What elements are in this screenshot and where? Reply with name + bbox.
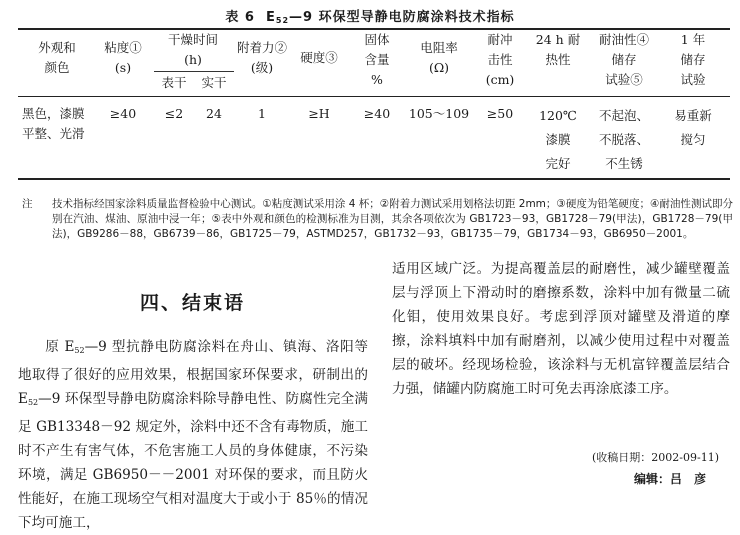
header-heat: 24 h 耐 热性 — [535, 32, 581, 67]
table-header-rule — [18, 96, 730, 97]
header-drying-time: 干燥时间 (h) — [167, 32, 218, 67]
cell-oil-resistance: 不起泡、 不脱落、 不生锈 — [598, 108, 649, 171]
header-impact: 耐冲 击性 (cm) — [485, 32, 515, 87]
right-column-paragraph: 适用区域广泛。为提高覆盖层的耐磨性，减少罐壁覆盖层与浮顶上下滑动时的磨擦系数，涂料中加有微量二硫化钼，使用效果良好。考虑到浮顶对罐壁及滑道的摩擦，涂料填料中加有耐磨剂，以减少使用过程中对覆盖层的破坏。经现场检验，该涂料与无机富锌覆盖层结合力强，储罐内防腐施工时可免去再涂底漆工序。 — [392, 261, 730, 397]
cell-hardness: ≥H — [308, 106, 330, 121]
cell-storage: 易重新 搅匀 — [674, 108, 712, 147]
received-date: (收稿日期：2002-09-11) — [592, 451, 720, 464]
cell-hard-dry: 24 — [206, 106, 222, 121]
caption-prefix: 表 6 — [225, 10, 255, 25]
cell-surface-dry: ≤2 — [164, 106, 184, 121]
caption-sub: 52 — [275, 16, 290, 25]
footnote-label: 注 — [22, 198, 33, 210]
cell-solids: ≥40 — [363, 106, 391, 121]
header-surface-dry: 表干 — [161, 75, 187, 90]
header-solids: 固体 含量 % — [364, 32, 390, 87]
cell-viscosity: ≥40 — [109, 106, 137, 121]
caption-model: E — [266, 10, 276, 25]
section-heading: 四、结束语 — [140, 292, 246, 314]
header-viscosity: 粘度① (s) — [104, 40, 142, 75]
cell-adhesion: 1 — [258, 106, 266, 121]
header-adhesion: 附着力② (级) — [236, 40, 287, 75]
caption-rest: —9 环保型导静电防腐涂料技术指标 — [289, 10, 515, 25]
cell-heat: 120℃ 漆膜 完好 — [539, 108, 577, 171]
editor-credit: 编辑：吕 彦 — [634, 472, 707, 486]
table-footnote — [22, 197, 733, 242]
table-caption — [0, 6, 740, 25]
cell-resistivity: 105～109 — [408, 106, 470, 121]
left-column-paragraph: 原 E52—9 型抗静电防腐涂料在舟山、镇海、洛阳等地取得了很好的应用效果，根据国家环保要求，研制出的 E52—9 环保型导静电防腐涂料除导静电性、防腐性完全满足 GB13348－92 规定外，涂料中还不含有毒物质，施工时不产生有害气体，不危害施工人员的身体健康，不污染环境，满足 GB6950－－2001 对环保的要求，而且防火性能好，在施工现场空气相对温度大于或小于 85％的情况下均可施工， — [18, 339, 369, 531]
header-oil-resistance: 耐油性④ 储存 试验⑤ — [598, 32, 649, 87]
cell-impact: ≥50 — [486, 106, 514, 121]
cell-appearance: 黑色，漆膜 平整、光滑 — [22, 106, 85, 141]
header-storage: 1 年 储存 试验 — [680, 32, 706, 87]
header-appearance: 外观和 颜色 — [38, 40, 76, 75]
header-hard-dry: 实干 — [201, 75, 227, 90]
footnote-text: 技术指标经国家涂料质量监督检验中心测试。①粘度测试采用涂 4 杯；②附着力测试采用划格法切距 2mm；③硬度为铅笔硬度；④耐油性测试即分别在汽油、煤油、原油中浸一年；⑤表中外观和颜色的检测标准为目测，其余各项依次为 GB1723－93，GB1728－79(甲法)，GB1728－79(甲法)，GB9286－88，GB6739－86，GB1725－79，ASTMD257，GB1732－93，GB1735－79，GB1734－93，GB6950－2001。 — [52, 198, 733, 240]
header-resistivity: 电阻率 (Ω) — [420, 40, 458, 75]
table-bottom-rule — [18, 178, 730, 180]
drying-subrule — [154, 71, 234, 72]
header-hardness: 硬度③ — [300, 50, 338, 65]
